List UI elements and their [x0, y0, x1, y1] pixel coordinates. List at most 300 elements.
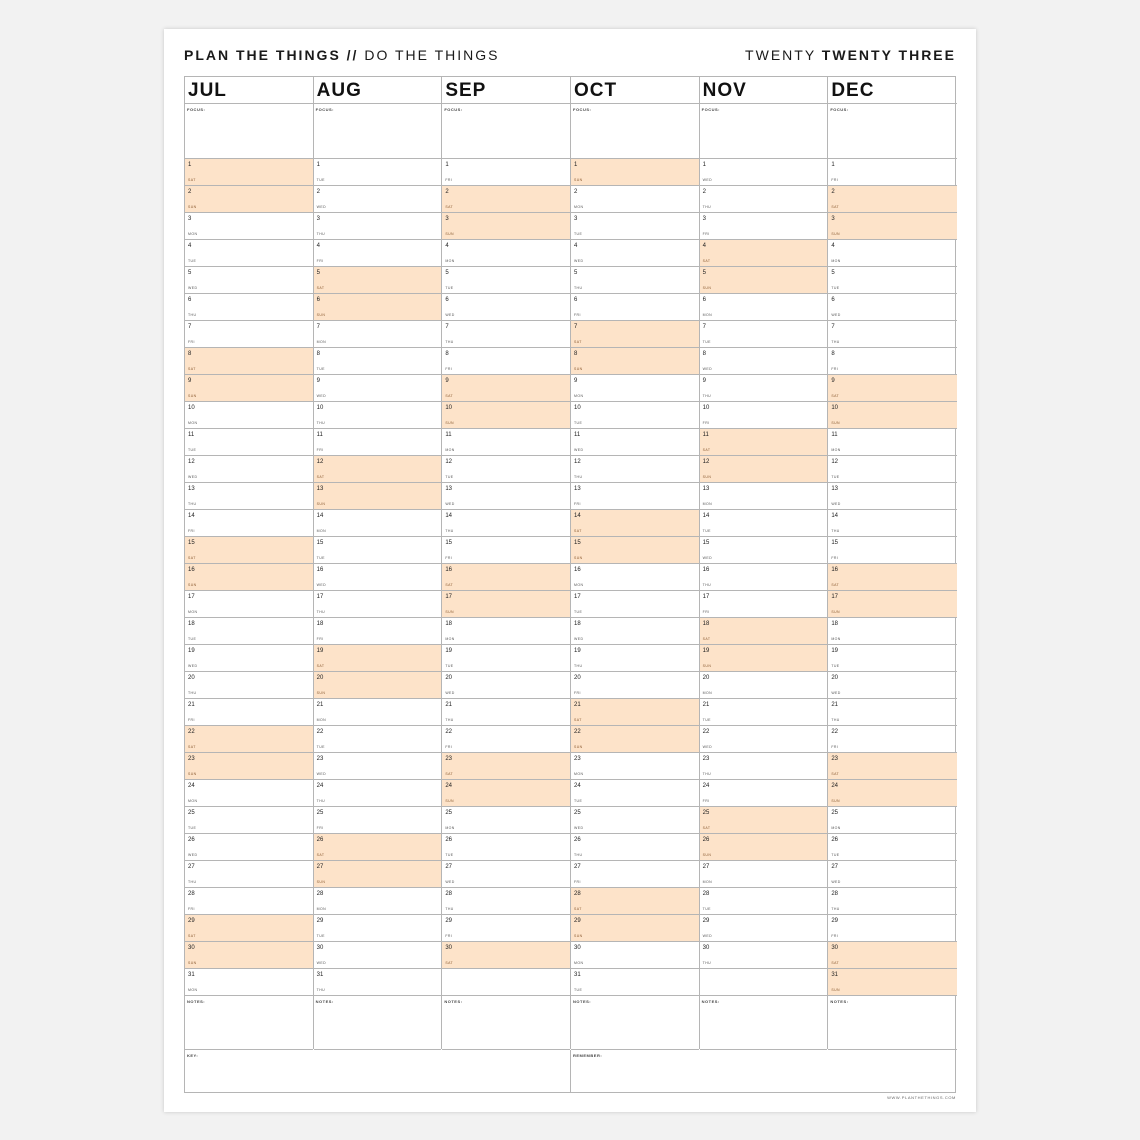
day-cell[interactable] — [828, 159, 957, 186]
weekday-label: THU — [188, 691, 197, 695]
day-cell[interactable] — [314, 294, 442, 321]
day-cell[interactable] — [700, 483, 828, 510]
notes-box[interactable] — [828, 996, 957, 1050]
day-cell[interactable] — [314, 780, 442, 807]
weekday-label: FRI — [831, 367, 839, 371]
month-name: SEP — [442, 77, 570, 104]
weekday-label: SUN — [574, 556, 583, 560]
day-cell[interactable] — [442, 267, 570, 294]
month-column-oct — [571, 77, 700, 1049]
day-cell[interactable] — [442, 753, 570, 780]
day-cell[interactable] — [828, 834, 957, 861]
day-cell[interactable] — [571, 375, 699, 402]
day-cell[interactable] — [700, 780, 828, 807]
day-number: 19 — [574, 648, 581, 654]
day-cell[interactable] — [828, 618, 957, 645]
weekday-label: FRI — [445, 556, 453, 560]
day-cell[interactable] — [442, 564, 570, 591]
day-number: 18 — [445, 621, 453, 627]
day-cell[interactable] — [571, 969, 699, 996]
day-number: 22 — [316, 729, 324, 735]
day-cell[interactable] — [442, 402, 570, 429]
weekday-label: SUN — [574, 367, 583, 371]
day-cell[interactable] — [700, 159, 828, 186]
weekday-label: MON — [445, 637, 455, 641]
day-cell[interactable] — [442, 807, 570, 834]
day-list — [571, 159, 699, 996]
day-cell[interactable] — [571, 429, 699, 456]
day-number: 14 — [702, 513, 710, 519]
day-cell[interactable] — [185, 537, 313, 564]
day-cell[interactable] — [828, 321, 957, 348]
day-cell[interactable] — [185, 294, 313, 321]
day-cell[interactable] — [442, 294, 570, 321]
weekday-label: MON — [702, 691, 713, 695]
weekday-label: TUE — [445, 475, 454, 479]
day-cell[interactable] — [700, 321, 828, 348]
weekday-label: WED — [316, 394, 327, 398]
day-cell[interactable] — [314, 213, 442, 240]
day-cell[interactable] — [442, 483, 570, 510]
day-cell[interactable] — [185, 672, 313, 699]
day-cell[interactable] — [828, 510, 957, 537]
day-cell[interactable] — [828, 186, 957, 213]
day-number: 3 — [188, 216, 192, 222]
day-cell[interactable] — [571, 240, 699, 267]
weekday-label: WED — [702, 934, 713, 938]
day-cell[interactable] — [571, 861, 699, 888]
day-cell[interactable] — [828, 267, 957, 294]
day-number: 27 — [702, 864, 710, 870]
day-number: 30 — [188, 945, 195, 951]
day-cell[interactable] — [828, 645, 957, 672]
day-cell[interactable] — [442, 645, 570, 672]
day-cell[interactable] — [314, 807, 442, 834]
day-cell[interactable] — [442, 159, 570, 186]
day-number: 27 — [188, 864, 195, 870]
day-cell[interactable] — [700, 699, 828, 726]
weekday-label: SAT — [316, 286, 325, 290]
day-cell[interactable] — [700, 807, 828, 834]
day-cell[interactable] — [700, 348, 828, 375]
day-cell[interactable] — [828, 294, 957, 321]
day-cell[interactable] — [185, 645, 313, 672]
day-number: 31 — [574, 972, 581, 978]
day-cell[interactable] — [314, 321, 442, 348]
day-cell[interactable] — [314, 591, 442, 618]
weekday-label: TUE — [316, 178, 325, 182]
focus-label: FOCUS: — [830, 107, 849, 112]
day-cell[interactable] — [571, 213, 699, 240]
day-number: 13 — [831, 486, 839, 492]
day-cell[interactable] — [185, 456, 313, 483]
day-number: 1 — [831, 162, 835, 168]
weekday-label: SAT — [831, 205, 840, 209]
weekday-label: TUE — [702, 718, 711, 722]
day-number: 18 — [316, 621, 324, 627]
day-cell[interactable] — [571, 456, 699, 483]
day-cell[interactable] — [314, 672, 442, 699]
day-cell[interactable] — [571, 780, 699, 807]
weekday-label: THU — [188, 313, 197, 317]
day-cell[interactable] — [185, 159, 313, 186]
day-cell[interactable] — [185, 429, 313, 456]
day-cell[interactable] — [700, 834, 828, 861]
day-cell[interactable] — [828, 672, 957, 699]
day-cell[interactable] — [442, 456, 570, 483]
day-cell[interactable] — [314, 537, 442, 564]
day-number: 4 — [188, 243, 192, 249]
day-cell[interactable] — [185, 591, 313, 618]
day-cell[interactable] — [442, 699, 570, 726]
day-cell[interactable] — [442, 915, 570, 942]
focus-label: FOCUS: — [315, 107, 334, 112]
day-cell[interactable] — [442, 510, 570, 537]
day-cell[interactable] — [571, 834, 699, 861]
focus-box[interactable] — [314, 104, 442, 159]
day-number: 30 — [831, 945, 839, 951]
weekday-label: FRI — [831, 745, 839, 749]
day-cell[interactable] — [828, 780, 957, 807]
weekday-label: WED — [188, 475, 198, 479]
day-cell[interactable] — [828, 348, 957, 375]
day-cell[interactable] — [828, 753, 957, 780]
notes-box[interactable] — [700, 996, 828, 1050]
day-cell[interactable] — [314, 429, 442, 456]
day-number: 11 — [188, 432, 195, 438]
focus-box[interactable] — [700, 104, 828, 159]
day-cell[interactable] — [442, 186, 570, 213]
day-cell[interactable] — [442, 618, 570, 645]
day-number: 25 — [188, 810, 195, 816]
weekday-label: TUE — [445, 853, 454, 857]
day-cell[interactable] — [828, 861, 957, 888]
day-cell[interactable] — [571, 699, 699, 726]
day-cell[interactable] — [700, 375, 828, 402]
day-cell[interactable] — [442, 591, 570, 618]
day-cell[interactable] — [185, 861, 313, 888]
day-cell[interactable] — [828, 537, 957, 564]
weekday-label: THU — [702, 772, 712, 776]
day-cell[interactable] — [571, 564, 699, 591]
day-cell[interactable] — [314, 186, 442, 213]
month-column-aug — [314, 77, 443, 1049]
day-cell[interactable] — [571, 321, 699, 348]
day-number: 3 — [702, 216, 706, 222]
day-cell[interactable] — [571, 483, 699, 510]
focus-box[interactable] — [442, 104, 570, 159]
weekday-label: FRI — [188, 340, 195, 344]
day-cell[interactable] — [571, 348, 699, 375]
day-cell[interactable] — [314, 510, 442, 537]
day-cell[interactable] — [185, 726, 313, 753]
day-number: 24 — [316, 783, 324, 789]
day-cell[interactable] — [700, 645, 828, 672]
day-number: 29 — [831, 918, 839, 924]
day-cell[interactable] — [571, 942, 699, 969]
day-cell[interactable] — [185, 186, 313, 213]
weekday-label: WED — [445, 880, 455, 884]
weekday-label: THU — [574, 853, 583, 857]
day-cell[interactable] — [314, 456, 442, 483]
weekday-label: SUN — [574, 745, 583, 749]
focus-label: FOCUS: — [444, 107, 463, 112]
day-cell[interactable] — [700, 186, 828, 213]
day-cell[interactable] — [442, 780, 570, 807]
day-cell[interactable] — [700, 213, 828, 240]
day-number: 9 — [188, 378, 192, 384]
day-cell[interactable] — [442, 429, 570, 456]
day-cell[interactable] — [828, 591, 957, 618]
day-cell[interactable] — [700, 240, 828, 267]
day-cell[interactable] — [314, 753, 442, 780]
day-cell[interactable] — [314, 861, 442, 888]
day-list — [185, 159, 313, 996]
day-cell[interactable] — [442, 726, 570, 753]
day-cell[interactable] — [442, 888, 570, 915]
day-cell[interactable] — [571, 618, 699, 645]
day-cell[interactable] — [571, 402, 699, 429]
day-cell[interactable] — [828, 402, 957, 429]
day-cell[interactable] — [185, 888, 313, 915]
day-number: 31 — [316, 972, 324, 978]
day-cell[interactable] — [185, 618, 313, 645]
day-cell[interactable] — [185, 942, 313, 969]
weekday-label: SUN — [445, 421, 454, 425]
day-cell[interactable] — [828, 213, 957, 240]
day-number: 8 — [702, 351, 706, 357]
day-cell[interactable] — [700, 564, 828, 591]
day-number: 15 — [702, 540, 710, 546]
day-cell[interactable] — [442, 672, 570, 699]
day-cell[interactable] — [828, 456, 957, 483]
weekday-label: MON — [831, 826, 841, 830]
key-box[interactable] — [185, 1050, 571, 1092]
focus-box[interactable] — [828, 104, 957, 159]
day-cell[interactable] — [185, 834, 313, 861]
day-cell[interactable] — [828, 942, 957, 969]
day-cell[interactable] — [700, 672, 828, 699]
month-name: AUG — [314, 77, 442, 104]
day-cell[interactable] — [571, 753, 699, 780]
day-cell[interactable] — [314, 240, 442, 267]
day-number: 25 — [831, 810, 839, 816]
day-cell[interactable] — [185, 348, 313, 375]
remember-box[interactable] — [571, 1050, 955, 1092]
day-cell[interactable] — [185, 969, 313, 996]
day-cell[interactable] — [314, 375, 442, 402]
day-cell[interactable] — [700, 591, 828, 618]
day-number: 20 — [188, 675, 195, 681]
day-cell[interactable] — [700, 915, 828, 942]
day-cell[interactable] — [571, 726, 699, 753]
weekday-label: MON — [188, 232, 198, 236]
day-cell[interactable] — [442, 537, 570, 564]
day-cell[interactable] — [314, 915, 442, 942]
day-cell[interactable] — [828, 726, 957, 753]
day-cell[interactable] — [571, 537, 699, 564]
weekday-label: SAT — [316, 664, 325, 668]
day-number: 26 — [702, 837, 710, 843]
day-cell[interactable] — [571, 888, 699, 915]
day-number: 21 — [445, 702, 453, 708]
weekday-label: SUN — [188, 583, 197, 587]
weekday-label: TUE — [574, 799, 583, 803]
day-number: 25 — [574, 810, 581, 816]
day-cell[interactable] — [314, 645, 442, 672]
notes-box[interactable] — [185, 996, 313, 1050]
day-cell[interactable] — [828, 564, 957, 591]
day-cell[interactable] — [185, 240, 313, 267]
day-cell[interactable] — [314, 726, 442, 753]
day-cell[interactable] — [185, 699, 313, 726]
day-cell[interactable] — [571, 186, 699, 213]
day-number: 26 — [188, 837, 195, 843]
empty-day-cell[interactable] — [442, 969, 570, 996]
day-cell[interactable] — [185, 402, 313, 429]
day-cell[interactable] — [700, 402, 828, 429]
day-cell[interactable] — [828, 888, 957, 915]
day-cell[interactable] — [828, 240, 957, 267]
weekday-label: MON — [831, 637, 841, 641]
notes-box[interactable] — [442, 996, 570, 1050]
day-cell[interactable] — [571, 672, 699, 699]
day-cell[interactable] — [185, 807, 313, 834]
weekday-label: WED — [574, 637, 584, 641]
day-number: 23 — [316, 756, 324, 762]
day-cell[interactable] — [185, 321, 313, 348]
planner-title — [184, 47, 500, 63]
day-cell[interactable] — [314, 888, 442, 915]
day-cell[interactable] — [828, 375, 957, 402]
day-cell[interactable] — [700, 942, 828, 969]
day-cell[interactable] — [828, 915, 957, 942]
day-cell[interactable] — [442, 213, 570, 240]
day-cell[interactable] — [442, 834, 570, 861]
day-cell[interactable] — [828, 429, 957, 456]
day-cell[interactable] — [700, 726, 828, 753]
day-cell[interactable] — [185, 267, 313, 294]
weekday-label: TUE — [316, 367, 325, 371]
day-cell[interactable] — [314, 402, 442, 429]
day-number: 16 — [445, 567, 453, 573]
weekday-label: THU — [316, 988, 326, 992]
day-number: 31 — [831, 972, 839, 978]
day-cell[interactable] — [571, 159, 699, 186]
weekday-label: SUN — [188, 772, 197, 776]
day-cell[interactable] — [828, 483, 957, 510]
day-number: 5 — [831, 270, 835, 276]
focus-box[interactable] — [185, 104, 313, 159]
day-cell[interactable] — [314, 699, 442, 726]
day-cell[interactable] — [571, 645, 699, 672]
day-cell[interactable] — [314, 483, 442, 510]
day-number: 28 — [188, 891, 195, 897]
day-cell[interactable] — [314, 969, 442, 996]
day-cell[interactable] — [571, 294, 699, 321]
day-cell[interactable] — [571, 267, 699, 294]
day-cell[interactable] — [828, 807, 957, 834]
day-cell[interactable] — [700, 429, 828, 456]
day-number: 18 — [702, 621, 710, 627]
day-number: 26 — [316, 837, 324, 843]
focus-box[interactable] — [571, 104, 699, 159]
day-cell[interactable] — [442, 348, 570, 375]
day-cell[interactable] — [828, 699, 957, 726]
day-cell[interactable] — [700, 510, 828, 537]
day-cell[interactable] — [700, 267, 828, 294]
day-cell[interactable] — [442, 861, 570, 888]
notes-box[interactable] — [571, 996, 699, 1050]
weekday-label: TUE — [574, 232, 583, 236]
day-cell[interactable] — [442, 942, 570, 969]
day-cell[interactable] — [571, 807, 699, 834]
calendar-grid — [184, 76, 956, 1093]
weekday-label: FRI — [445, 178, 453, 182]
day-cell[interactable] — [314, 834, 442, 861]
weekday-label: SAT — [188, 934, 196, 938]
day-cell[interactable] — [700, 888, 828, 915]
day-cell[interactable] — [700, 618, 828, 645]
day-cell[interactable] — [314, 618, 442, 645]
notes-label: NOTES: — [315, 999, 334, 1004]
day-cell[interactable] — [314, 348, 442, 375]
day-cell[interactable] — [700, 753, 828, 780]
day-cell[interactable] — [185, 510, 313, 537]
day-cell[interactable] — [442, 321, 570, 348]
day-cell[interactable] — [185, 753, 313, 780]
day-cell[interactable] — [571, 591, 699, 618]
day-cell[interactable] — [185, 915, 313, 942]
weekday-label: SUN — [316, 502, 326, 506]
weekday-label: MON — [574, 394, 584, 398]
day-number: 13 — [188, 486, 195, 492]
day-cell[interactable] — [700, 861, 828, 888]
day-cell[interactable] — [185, 483, 313, 510]
day-number: 22 — [831, 729, 839, 735]
day-cell[interactable] — [314, 564, 442, 591]
day-number: 24 — [445, 783, 453, 789]
day-cell[interactable] — [314, 159, 442, 186]
weekday-label: WED — [316, 961, 327, 965]
day-cell[interactable] — [185, 564, 313, 591]
day-cell[interactable] — [314, 267, 442, 294]
notes-box[interactable] — [314, 996, 442, 1050]
day-cell[interactable] — [700, 537, 828, 564]
day-cell[interactable] — [571, 510, 699, 537]
weekday-label: FRI — [574, 502, 581, 506]
day-cell[interactable] — [185, 213, 313, 240]
day-cell[interactable] — [571, 915, 699, 942]
day-number: 6 — [445, 297, 449, 303]
day-cell[interactable] — [314, 942, 442, 969]
day-cell[interactable] — [185, 780, 313, 807]
weekday-label: TUE — [574, 610, 583, 614]
day-cell[interactable] — [442, 240, 570, 267]
day-cell[interactable] — [700, 456, 828, 483]
weekday-label: SAT — [188, 556, 196, 560]
weekday-label: THU — [702, 583, 712, 587]
day-number: 11 — [574, 432, 581, 438]
day-cell[interactable] — [828, 969, 957, 996]
day-cell[interactable] — [700, 294, 828, 321]
day-cell[interactable] — [185, 375, 313, 402]
day-cell[interactable] — [442, 375, 570, 402]
weekday-label: SAT — [445, 772, 454, 776]
weekday-label: SUN — [445, 799, 454, 803]
empty-day-cell[interactable] — [700, 969, 828, 996]
day-number: 8 — [316, 351, 320, 357]
